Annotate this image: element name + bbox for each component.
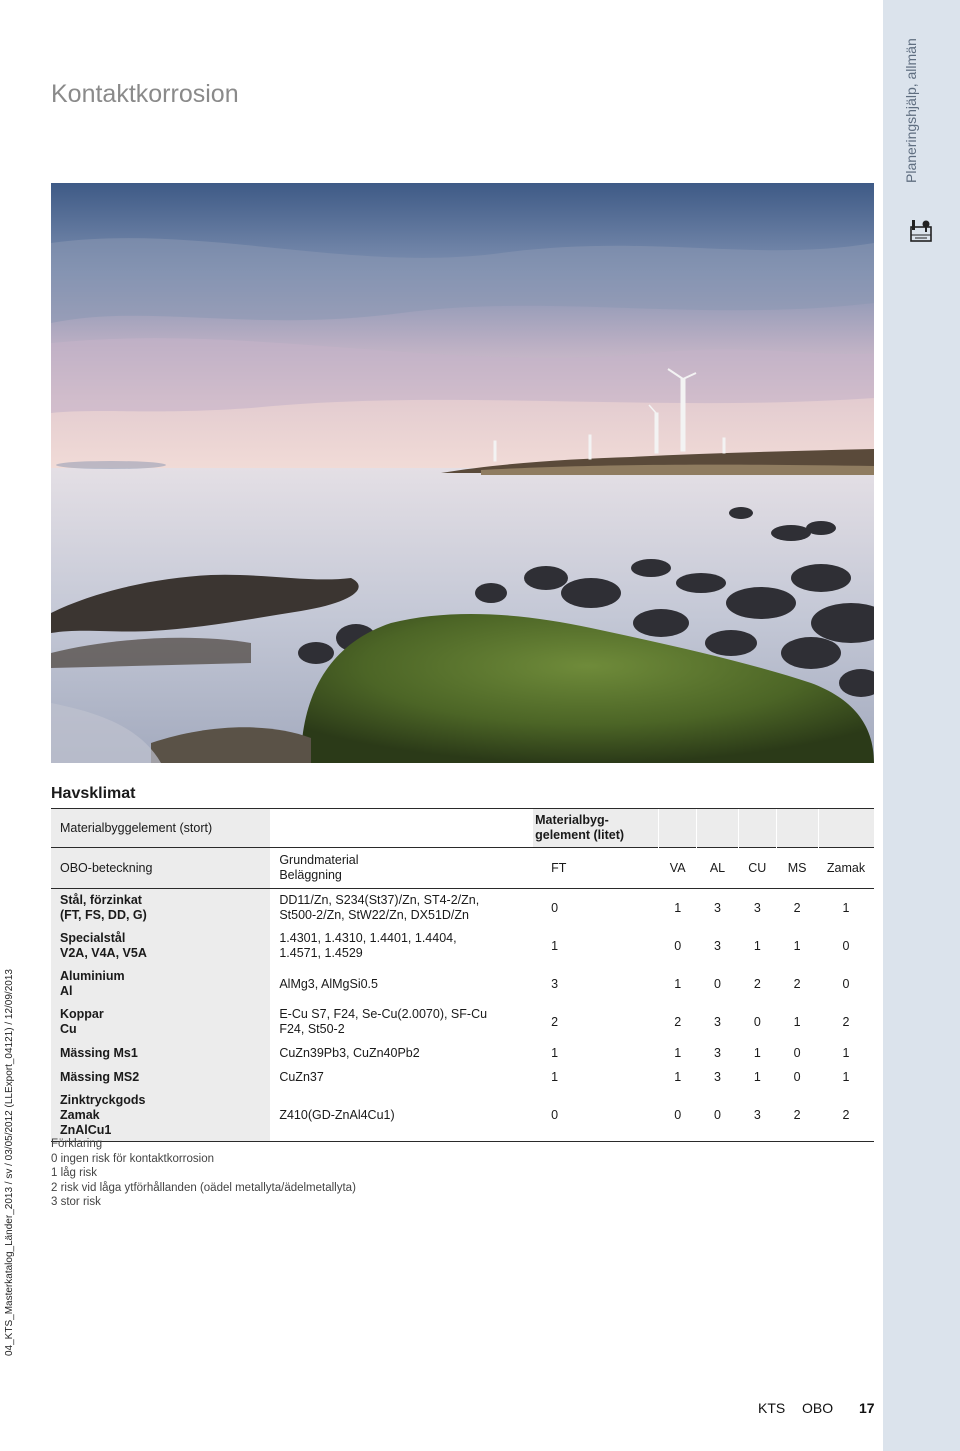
col-header-va: VA — [659, 848, 697, 889]
col-header-al: AL — [697, 848, 739, 889]
legend-title: Förklaring — [51, 1138, 103, 1150]
page-title: Kontaktkorrosion — [51, 80, 239, 108]
page-number: 17 — [859, 1400, 875, 1416]
table-row: Koppar Cu E-Cu S7, F24, Se-Cu(2.0070), SF-Cu F24, St50-2 2 2 3 0 1 2 — [51, 1003, 874, 1041]
legend — [51, 1137, 356, 1210]
legend-item: 3 stor risk — [51, 1196, 101, 1208]
side-tab-title: Planeringshjälp, allmän — [903, 38, 919, 183]
table-row: Specialstål V2A, V4A, V5A 1.4301, 1.4310, 1.4401, 1.4404, 1.4571, 1.4529 1 0 3 1 1 0 — [51, 927, 874, 965]
col-header-cu: CU — [738, 848, 776, 889]
section-heading: Havsklimat — [51, 785, 136, 802]
footer-product: KTS — [758, 1400, 786, 1416]
col-header-ft: FT — [533, 848, 659, 889]
legend-item: 0 ingen risk för kontaktkorrosion — [51, 1152, 214, 1165]
legend-item: 2 risk vid låga ytförhållanden (oädel metallyta/ädelmetallyta) — [51, 1181, 356, 1194]
corrosion-table — [51, 808, 874, 1142]
table-row: Zinktryckgods Zamak ZnAlCu1 Z410(GD-ZnAl4Cu1) 0 0 0 3 2 2 — [51, 1089, 874, 1142]
col-header-material: Grundmaterial Beläggning — [270, 848, 533, 889]
header-large-element: Materialbyggelement (stort) — [51, 809, 270, 848]
col-header-ms: MS — [776, 848, 818, 889]
table-row: Mässing MS2 CuZn37 1 1 3 1 0 1 — [51, 1065, 874, 1089]
col-header-zamak: Zamak — [818, 848, 874, 889]
table-row: Mässing Ms1 CuZn39Pb3, CuZn40Pb2 1 1 3 1 0 1 — [51, 1041, 874, 1065]
header-small-element: Materialbyg- gelement (litet) — [533, 809, 659, 848]
table-row: Stål, förzinkat (FT, FS, DD, G) DD11/Zn, S234(St37)/Zn, ST4-2/Zn, St500-2/Zn, StW22/Zn, DX51D/Zn 0 1 3 3 2 1 — [51, 889, 874, 928]
table-row: Aluminium Al AlMg3, AlMgSi0.5 3 1 0 2 2 0 — [51, 965, 874, 1003]
footer-brand: OBO — [802, 1400, 834, 1416]
legend-item: 1 låg risk — [51, 1167, 98, 1179]
tools-icon — [907, 218, 933, 244]
col-header-obo: OBO-beteckning — [51, 848, 270, 889]
document-id-label: 04_KTS_Masterkatalog_Länder_2013 / sv / 03/05/2012 (LLExport_04121) / 12/09/2013 — [4, 969, 15, 1356]
coastal-wind-turbines-photo — [51, 183, 874, 763]
